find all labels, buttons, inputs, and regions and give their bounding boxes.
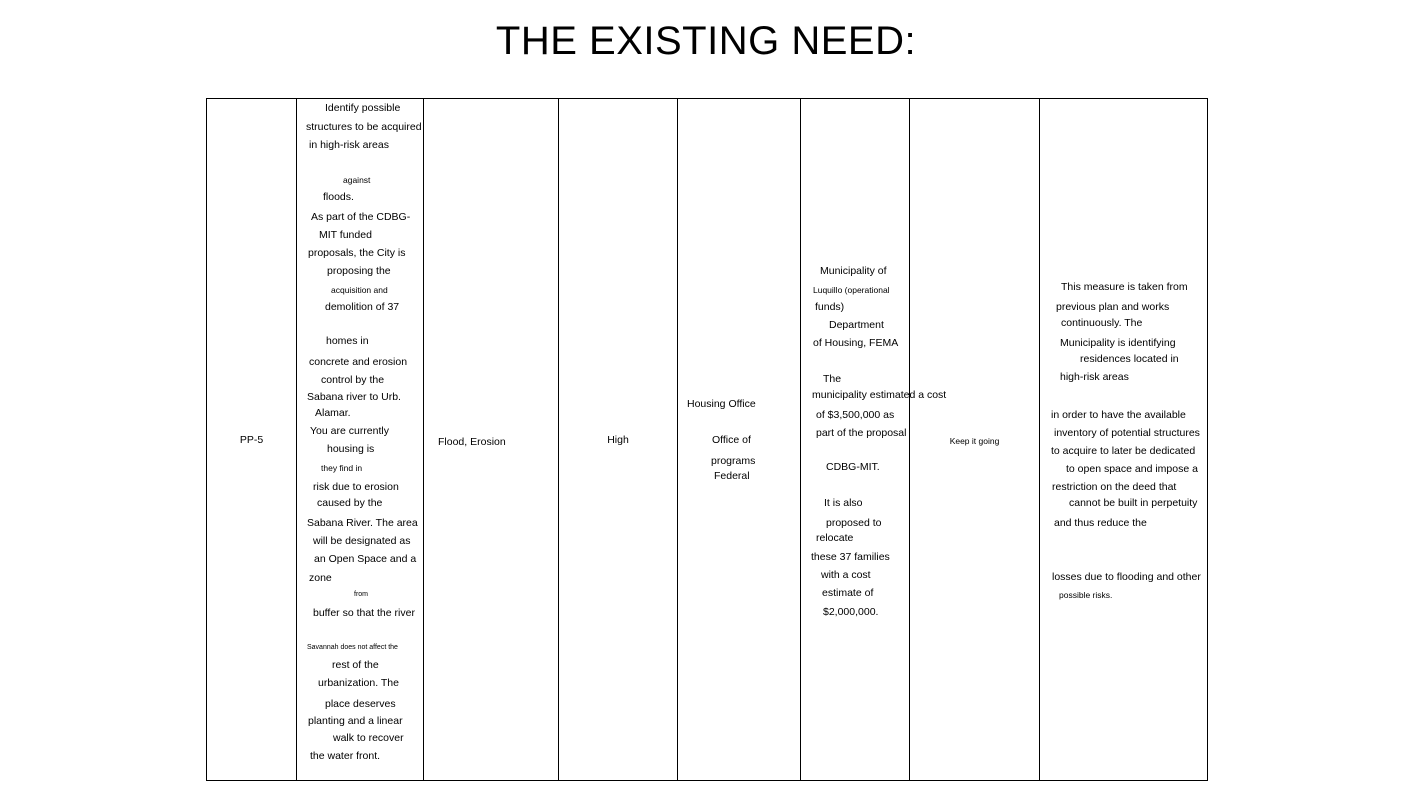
- responsible-line: Federal: [714, 470, 750, 482]
- description-line: Alamar.: [315, 407, 351, 419]
- priority-text: High: [607, 434, 629, 446]
- comments-line: Municipality is identifying: [1060, 337, 1176, 349]
- cell-comments: [1040, 99, 1207, 780]
- description-line: from: [354, 591, 368, 598]
- description-line: they find in: [321, 463, 363, 473]
- funding-line: Municipality of: [820, 265, 887, 277]
- description-line: against: [343, 175, 371, 185]
- description-line: an Open Space and a: [314, 553, 417, 565]
- cell-hazard: [424, 99, 559, 780]
- funding-line: The: [823, 373, 842, 385]
- description-line: caused by the: [317, 497, 383, 509]
- status-text: Keep it going: [949, 436, 1000, 446]
- funding-line: It is also: [824, 497, 863, 509]
- description-line: will be designated as: [313, 535, 411, 547]
- comments-line: high-risk areas: [1060, 371, 1129, 383]
- funding-line: of Housing, FEMA: [813, 337, 899, 349]
- description-line: MIT funded: [319, 229, 372, 241]
- hazard-text: Flood, Erosion: [438, 436, 506, 448]
- comments-line: to acquire to later be dedicated: [1051, 445, 1196, 457]
- comments-line: restriction on the deed that: [1052, 481, 1177, 493]
- description-line: homes in: [326, 335, 369, 347]
- responsible-line: Office of: [712, 434, 751, 446]
- description-line: zone: [309, 572, 332, 584]
- cell-funding: [801, 99, 947, 780]
- responsible-line: Housing Office: [687, 398, 756, 410]
- funding-line: proposed to: [826, 517, 882, 529]
- description-line: planting and a linear: [308, 715, 403, 727]
- description-line: control by the: [321, 374, 385, 386]
- funding-line: CDBG-MIT.: [826, 461, 880, 473]
- cell-status: [910, 99, 1040, 780]
- description-line: structures to be acquired: [306, 121, 422, 133]
- cell-action-id: [207, 99, 297, 780]
- funding-line: these 37 families: [811, 551, 890, 563]
- funding-line: part of the proposal: [816, 427, 907, 439]
- description-line: risk due to erosion: [313, 481, 399, 493]
- description-line: demolition of 37: [325, 301, 400, 313]
- description-line: urbanization. The: [318, 677, 399, 689]
- description-line: rest of the: [332, 659, 379, 671]
- description-line: Sabana River. The area: [307, 517, 418, 529]
- description-line: As part of the CDBG-: [311, 211, 411, 223]
- funding-line: of $3,500,000 as: [816, 409, 895, 421]
- description-line: Savannah does not affect the: [307, 644, 398, 651]
- description-line: Sabana river to Urb.: [307, 391, 401, 403]
- description-line: floods.: [323, 191, 354, 203]
- action-id: PP-5: [239, 434, 264, 446]
- description-line: proposing the: [327, 265, 391, 277]
- description-line: acquisition and: [331, 285, 388, 295]
- description-line: place deserves: [325, 698, 396, 710]
- description-line: in high-risk areas: [309, 139, 389, 151]
- comments-line: previous plan and works: [1056, 301, 1170, 313]
- description-line: proposals, the City is: [308, 247, 406, 259]
- funding-line: estimate of: [822, 587, 874, 599]
- cell-priority: [559, 99, 678, 780]
- funding-line: relocate: [816, 532, 854, 544]
- comments-line: and thus reduce the: [1054, 517, 1147, 529]
- funding-line: funds): [815, 301, 845, 313]
- mitigation-table: [206, 98, 1208, 781]
- comments-line: in order to have the available: [1051, 409, 1186, 421]
- comments-line: inventory of potential structures: [1054, 427, 1200, 439]
- description-line: buffer so that the river: [313, 607, 415, 619]
- comments-line: to open space and impose a: [1066, 463, 1198, 475]
- responsible-line: programs: [711, 455, 756, 467]
- description-line: Identify possible: [325, 102, 401, 114]
- comments-line: This measure is taken from: [1061, 281, 1188, 293]
- description-line: housing is: [327, 443, 375, 455]
- funding-line: Luquillo (operational: [813, 285, 890, 295]
- cell-description: [297, 99, 424, 780]
- comments-line: continuously. The: [1061, 317, 1143, 329]
- cell-responsible: [678, 99, 801, 780]
- description-line: You are currently: [310, 425, 389, 437]
- comments-line: losses due to flooding and other: [1052, 571, 1201, 583]
- funding-line: municipality estimated a cost: [812, 389, 947, 401]
- page-title: THE EXISTING NEED:: [495, 19, 917, 63]
- funding-line: $2,000,000.: [823, 606, 879, 618]
- comments-line: possible risks.: [1059, 590, 1113, 600]
- funding-line: Department: [829, 319, 884, 331]
- description-line: the water front.: [310, 750, 381, 762]
- description-line: walk to recover: [333, 732, 404, 744]
- description-line: concrete and erosion: [309, 356, 408, 368]
- comments-line: cannot be built in perpetuity: [1069, 497, 1198, 509]
- funding-line: with a cost: [821, 569, 871, 581]
- comments-line: residences located in: [1080, 353, 1179, 365]
